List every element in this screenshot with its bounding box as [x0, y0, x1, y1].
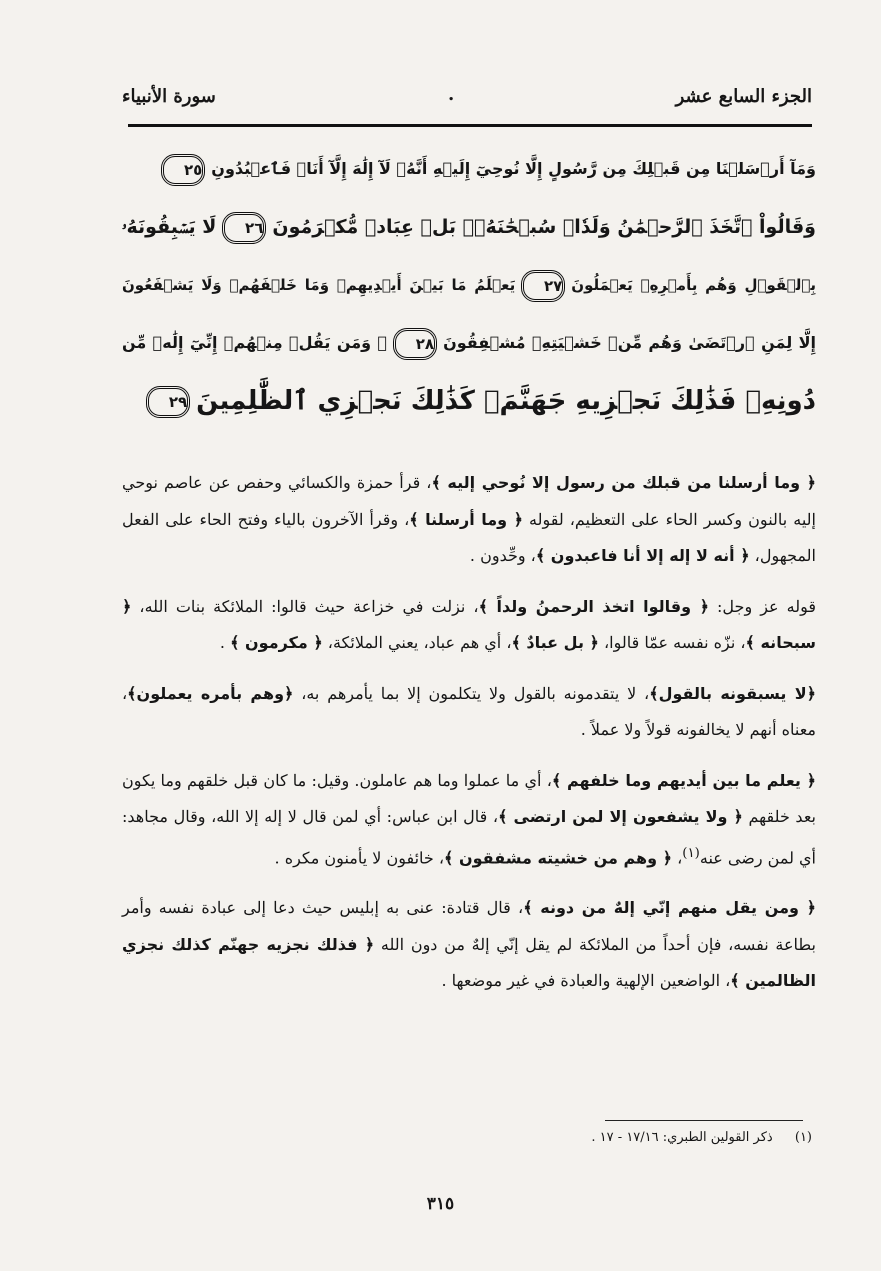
- commentary-text: ، نزّه نفسه عمّا قالوا،: [598, 633, 746, 652]
- verse-line: [122, 198, 816, 256]
- commentary-text: ، خائفون لا يأمنون مكره .: [274, 847, 445, 867]
- quran-quote: ﴿ بل عبادٌ ﴾: [511, 633, 599, 652]
- commentary-text: ، أي هم عباد، يعني الملائكة،: [322, 633, 512, 652]
- verse-number: ٢٥: [161, 154, 205, 186]
- commentary-block: [122, 465, 816, 1000]
- commentary-text: ، لا يتقدمونه بالقول ولا يتكلمون إلا بما يأمرهم به،: [293, 683, 650, 703]
- verse-text: بِٱلۡقَوۡلِ وَهُم بِأَمۡرِهِۦ يَعۡمَلُونَ: [571, 276, 816, 294]
- commentary-paragraph: [122, 676, 816, 749]
- verse-text-continued: ۞ وَمَن يَقُلۡ مِنۡهُمۡ إِنِّيٓ إِلَٰهٞ مِّن: [122, 333, 388, 352]
- juz-title: الجزء السابع عشر: [675, 86, 812, 107]
- commentary-text: ، وقرأ الآخرون بالياء وفتح الحاء على الفعل المجهول،: [122, 509, 816, 565]
- verse-line: [122, 140, 816, 198]
- verse-line: [122, 314, 816, 372]
- quran-quote: ﴿ وما أرسلنا من قبلك من رسول إلا نُوحي إليه ﴾: [431, 473, 817, 492]
- quran-quote: ﴿ ولا يشفعون إلا لمن ارتضى ﴾: [498, 807, 743, 826]
- quran-quote: ﴿ مكرمون ﴾: [230, 633, 323, 652]
- header-rule: [128, 124, 812, 127]
- quran-quote: ﴿ وهم من خشيته مشفقون ﴾: [444, 847, 673, 867]
- quran-quote: ﴿ وما أرسلنا ﴾: [409, 509, 523, 529]
- commentary-text: ، قال ابن عباس: أي لمن قال لا إله إلا الله، وقال مجاهد: أي لمن رضى عنه: [122, 807, 816, 867]
- verse-number: ٢٩: [146, 386, 190, 418]
- commentary-text: قوله عز وجل:: [709, 596, 817, 616]
- quran-quote: ﴿ أنه لا إله إلا أنا فاعبدون ﴾: [535, 546, 750, 565]
- footnote-text: ذكر القولين الطبري: ١٧/١٦ - ١٧ .: [591, 1130, 773, 1145]
- quran-quote: ﴿ ومن يقل منهم إنّي إلهٌ من دونه ﴾: [523, 898, 817, 918]
- page-number: ٣١٥: [426, 1194, 455, 1214]
- commentary-paragraph: [122, 465, 816, 575]
- footnote-ref: (١): [682, 845, 700, 861]
- page-header: [122, 84, 812, 114]
- commentary-paragraph: [122, 763, 816, 877]
- footnote-rule: [605, 1120, 803, 1121]
- quran-quote: ﴿ وقالوا اتخذ الرحمنُ ولداً ﴾: [478, 596, 709, 616]
- quran-quote: ﴿وهم بأمره يعملون﴾: [127, 683, 294, 703]
- commentary-text: ، وحِّدون .: [469, 546, 536, 565]
- verse-text-continued: يَعۡلَمُ مَا بَيۡنَ أَيۡدِيهِمۡ وَمَا خَلۡفَهُمۡ وَلَا يَشۡفَعُونَ: [122, 276, 516, 294]
- quran-verses-block: [122, 140, 816, 430]
- footnote: [380, 1130, 812, 1145]
- verse-text-continued: لَا يَسۡبِقُونَهُۥ: [121, 216, 217, 238]
- verse-text: وَمَآ أَرۡسَلۡنَا مِن قَبۡلِكَ مِن رَّسُولٍ إِلَّا نُوحِيٓ إِلَيۡهِ أَنَّهُۥ لَآ إِلَٰهَ إِلَّآ أَنَا۠ فَٱعۡبُدُونِ: [211, 159, 816, 178]
- commentary-text: .: [219, 633, 231, 652]
- verse-line: [122, 372, 816, 430]
- surah-title: سورة الأنبياء: [122, 86, 216, 107]
- verse-text: دُونِهِۦ فَذَٰلِكَ نَجۡزِيهِ جَهَنَّمَۚ كَذَٰلِكَ نَجۡزِي ٱلظَّٰلِمِينَ: [196, 386, 816, 416]
- quran-quote: ﴿ فذلك نجزيه جهنّم كذلك نجزي الظالمين ﴾: [122, 934, 816, 991]
- quran-quote: ﴿ سبحانه ﴾: [122, 596, 816, 652]
- commentary-text: ، معناه أنهم لا يخالفونه قولاً ولا عملاً .: [122, 683, 816, 739]
- verse-number: ٢٦: [222, 212, 266, 244]
- commentary-text: ، قرأ حمزة والكسائي وحفص عن عاصم نوحي إليه بالنون وكسر الحاء على التعظيم، لقوله: [122, 473, 816, 529]
- quran-quote: ﴿ يعلم ما بين أيديهم وما خلفهم ﴾: [551, 770, 817, 790]
- commentary-paragraph: [122, 890, 816, 1000]
- verse-number: ٢٧: [521, 270, 565, 302]
- header-separator: .: [448, 84, 455, 105]
- commentary-paragraph: [122, 589, 816, 662]
- verse-text: إِلَّا لِمَنِ ٱرۡتَضَىٰ وَهُم مِّنۡ خَشۡيَتِهِۦ مُشۡفِقُونَ: [443, 333, 817, 352]
- commentary-text: ، قال قتادة: عنى به إبليس حيث دعا إلى عبادة نفسه وأمر بطاعة نفسه، فإن أحداً من الملائكة لم يقل إنّي إلهٌ من دون الله: [122, 898, 817, 954]
- commentary-text: ، نزلت في خزاعة حيث قالوا: الملائكة بنات الله،: [131, 596, 479, 616]
- verse-number: ٢٨: [393, 328, 437, 360]
- footnote-number: (١): [794, 1130, 812, 1145]
- verse-text: وَقَالُواْ ٱتَّخَذَ ٱلرَّحۡمَٰنُ وَلَدٗاۗ سُبۡحَٰنَهُۥۚ بَلۡ عِبَادٞ مُّكۡرَمُونَ: [272, 216, 816, 238]
- commentary-text: ، الواضعين الإلهية والعبادة في غير موضعها .: [441, 971, 731, 991]
- quran-quote: ﴿لا يسبقونه بالقول﴾: [649, 683, 817, 703]
- commentary-text: ، أي ما عملوا وما هم عاملون. وقيل: ما كان قبل خلقهم وما يكون بعد خلقهم: [122, 770, 817, 826]
- verse-line: [122, 256, 816, 314]
- commentary-text: ،: [672, 847, 683, 867]
